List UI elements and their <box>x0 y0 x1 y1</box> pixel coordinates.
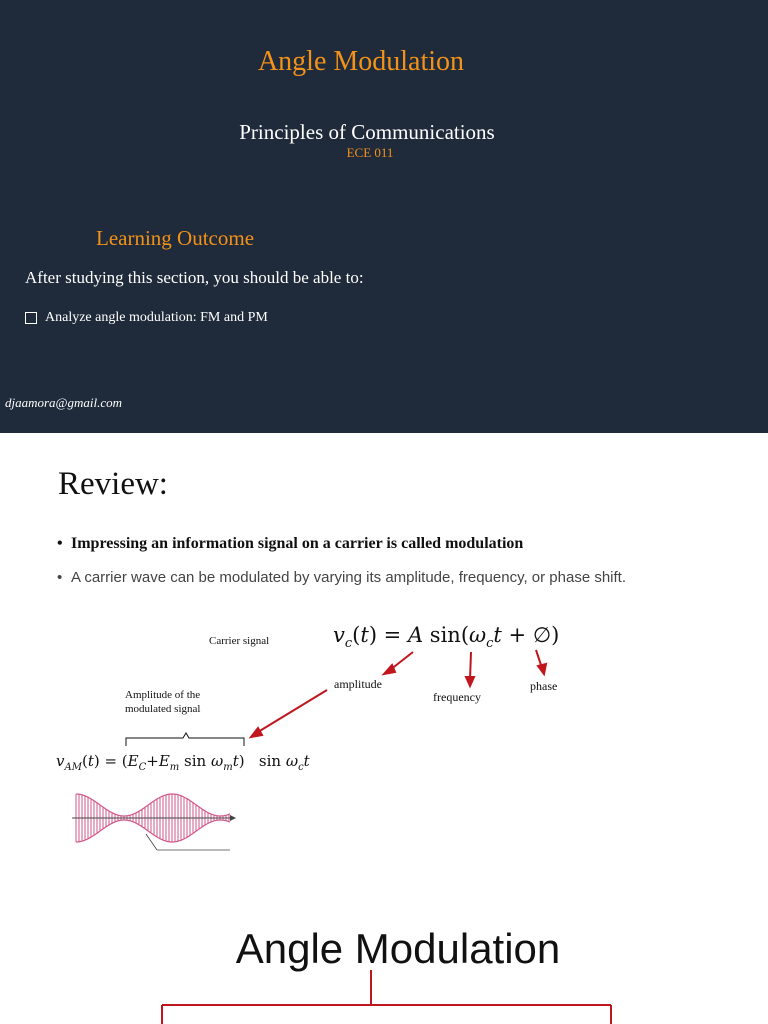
learning-outcome-heading: Learning Outcome <box>96 226 255 250</box>
review-bullet-1-text: Impressing an information signal on a carrier is called modulation <box>71 535 524 552</box>
author-email: djaamora@gmail.com <box>5 395 123 410</box>
amplitude-modulated-label-line2: modulated signal <box>125 703 201 715</box>
learning-outcome-text: Analyze angle modulation: FM and PM <box>45 310 268 325</box>
angle-modulation-title: Angle Modulation <box>235 925 561 972</box>
am-equation: $v_{AM}(t) = (E_C+E_m$ $\sin \omega_mt$) $\sin \omega_ct$ <box>56 752 310 773</box>
carrier-signal-label: Carrier signal <box>209 635 270 647</box>
arrow-to-phase-head <box>538 664 546 674</box>
review-heading: Review: <box>58 466 168 502</box>
arrow-to-frequency-head <box>466 677 474 686</box>
amplitude-modulated-label-line1: Amplitude of the <box>125 689 201 701</box>
frequency-label: frequency <box>433 690 481 704</box>
arrow-to-amplitude-bracket <box>258 690 327 732</box>
am-waveform-icon <box>72 794 236 850</box>
arrow-to-frequency <box>470 652 471 680</box>
arrow-to-amplitude-head <box>384 665 395 674</box>
phase-label: phase <box>530 679 558 693</box>
bullet-dot-icon: • <box>57 535 63 552</box>
review-bullet-2-text: A carrier wave can be modulated by varying its amplitude, frequency, or phase shift. <box>71 569 627 586</box>
carrier-equation: $v_c(t) = A$ $\sin(\omega_ct$ + ∅) <box>333 623 560 652</box>
slide-subtitle: Principles of Communications <box>239 120 495 144</box>
brace-shape <box>126 733 244 746</box>
learning-outcome-intro: After studying this section, you should be able to: <box>25 268 364 287</box>
arrow-to-amplitude-bracket-head <box>251 728 262 737</box>
course-code: ECE 011 <box>346 145 394 160</box>
amplitude-label: amplitude <box>334 677 382 691</box>
bullet-dot-icon: • <box>57 569 63 586</box>
angle-modulation-tree-lines <box>162 970 611 1024</box>
equation-arrows <box>251 650 546 737</box>
slide-title: Angle Modulation <box>257 46 465 77</box>
